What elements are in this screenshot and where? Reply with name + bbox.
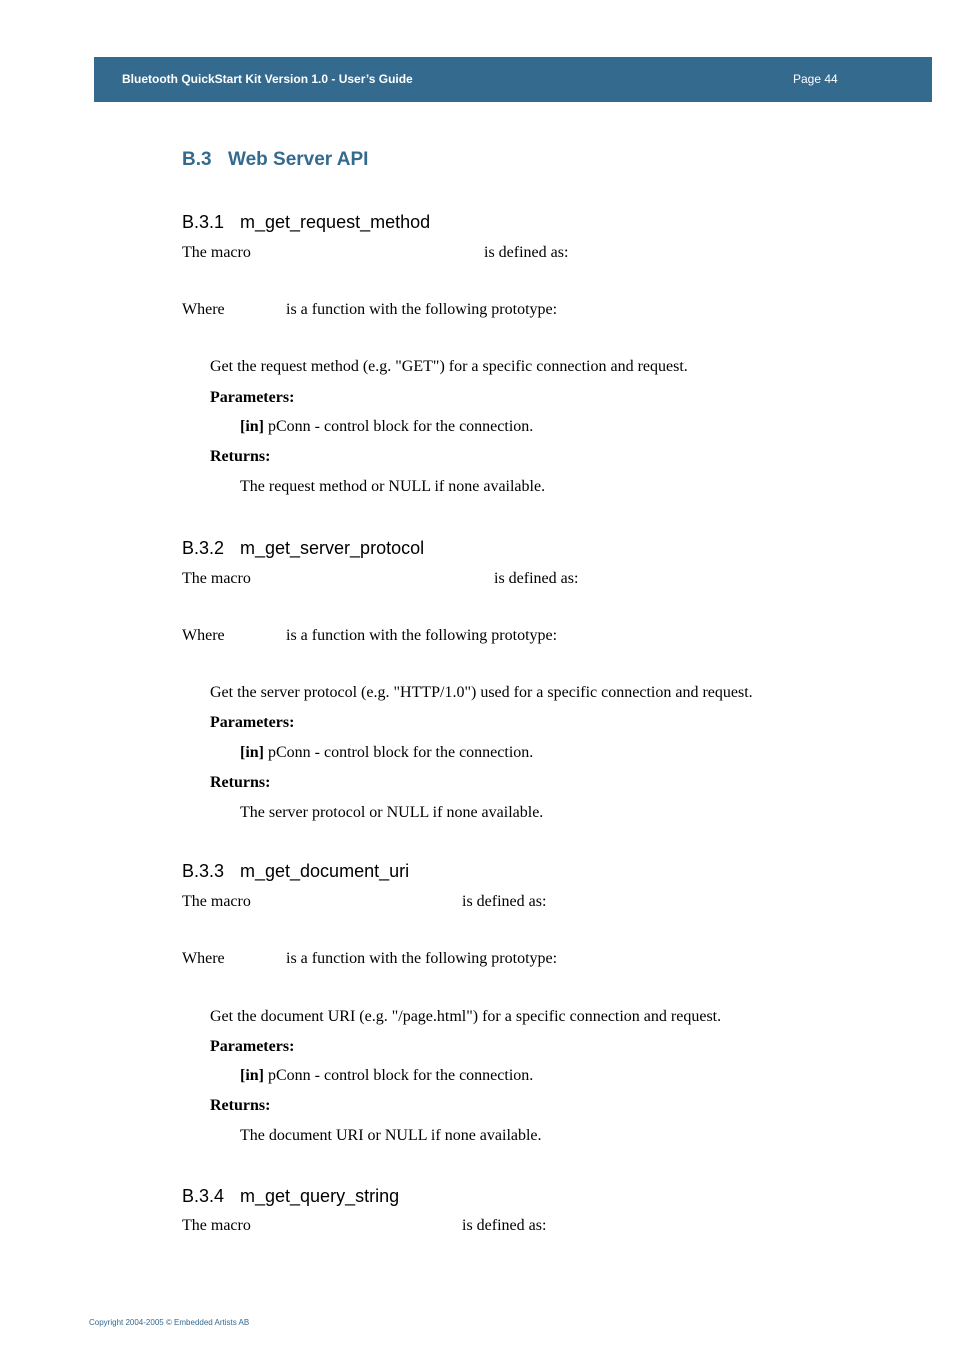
- parameters-label: Parameters:: [210, 714, 295, 731]
- where-prefix: Where: [182, 627, 225, 644]
- parameter-item: [240, 1067, 533, 1085]
- param-direction: [in]: [240, 418, 264, 435]
- returns-text: The server protocol or NULL if none available.: [240, 804, 544, 821]
- document-title: Bluetooth QuickStart Kit Version 1.0 - User’s Guide: [122, 72, 413, 86]
- copyright-footer: Copyright 2004-2005 © Embedded Artists AB: [89, 1318, 250, 1327]
- where-suffix: is a function with the following prototype:: [286, 627, 558, 644]
- section-number: B.3: [182, 149, 212, 170]
- macro-prefix: The macro: [182, 1217, 251, 1234]
- macro-suffix: is defined as:: [484, 244, 569, 261]
- param-direction: [in]: [240, 744, 264, 761]
- macro-suffix: is defined as:: [462, 893, 547, 910]
- where-suffix: is a function with the following prototype:: [286, 301, 558, 318]
- subsection-number: B.3.1: [182, 212, 225, 232]
- where-prefix: Where: [182, 301, 225, 318]
- subsection-number: B.3.4: [182, 1186, 225, 1206]
- returns-text: The request method or NULL if none available.: [240, 478, 546, 495]
- subsection-number: B.3.2: [182, 538, 225, 558]
- parameters-label: Parameters:: [210, 389, 295, 406]
- where-prefix: Where: [182, 950, 225, 967]
- page-number: Page 44: [793, 72, 838, 86]
- param-text: pConn - control block for the connection.: [268, 744, 534, 761]
- param-text: pConn - control block for the connection.: [268, 1067, 534, 1084]
- macro-prefix: The macro: [182, 570, 251, 587]
- subsection-title: m_get_request_method: [240, 212, 431, 232]
- where-suffix: is a function with the following prototype:: [286, 950, 558, 967]
- subsection-title: m_get_server_protocol: [240, 538, 425, 558]
- parameter-item: [240, 418, 533, 436]
- param-text: pConn - control block for the connection.: [268, 418, 534, 435]
- parameter-item: [240, 744, 533, 762]
- returns-label: Returns:: [210, 774, 271, 791]
- returns-text: The document URI or NULL if none available.: [240, 1127, 542, 1144]
- macro-prefix: The macro: [182, 893, 251, 910]
- section-heading: [182, 149, 368, 171]
- subsection-title: m_get_document_uri: [240, 861, 410, 881]
- function-description: Get the request method (e.g. "GET") for a specific connection and request.: [210, 358, 688, 375]
- macro-suffix: is defined as:: [494, 570, 579, 587]
- subsection-title: m_get_query_string: [240, 1186, 400, 1206]
- function-description: Get the document URI (e.g. "/page.html") for a specific connection and request.: [210, 1008, 722, 1025]
- returns-label: Returns:: [210, 448, 271, 465]
- parameters-label: Parameters:: [210, 1038, 295, 1055]
- macro-suffix: is defined as:: [462, 1217, 547, 1234]
- macro-prefix: The macro: [182, 244, 251, 261]
- subsection-heading: [182, 1186, 399, 1207]
- subsection-heading: [182, 861, 409, 882]
- subsection-number: B.3.3: [182, 861, 225, 881]
- returns-label: Returns:: [210, 1097, 271, 1114]
- subsection-heading: [182, 538, 424, 559]
- function-description: Get the server protocol (e.g. "HTTP/1.0") used for a specific connection and request.: [210, 684, 753, 701]
- param-direction: [in]: [240, 1067, 264, 1084]
- page-header: [94, 57, 932, 102]
- subsection-heading: [182, 212, 430, 233]
- section-title: Web Server API: [228, 149, 369, 170]
